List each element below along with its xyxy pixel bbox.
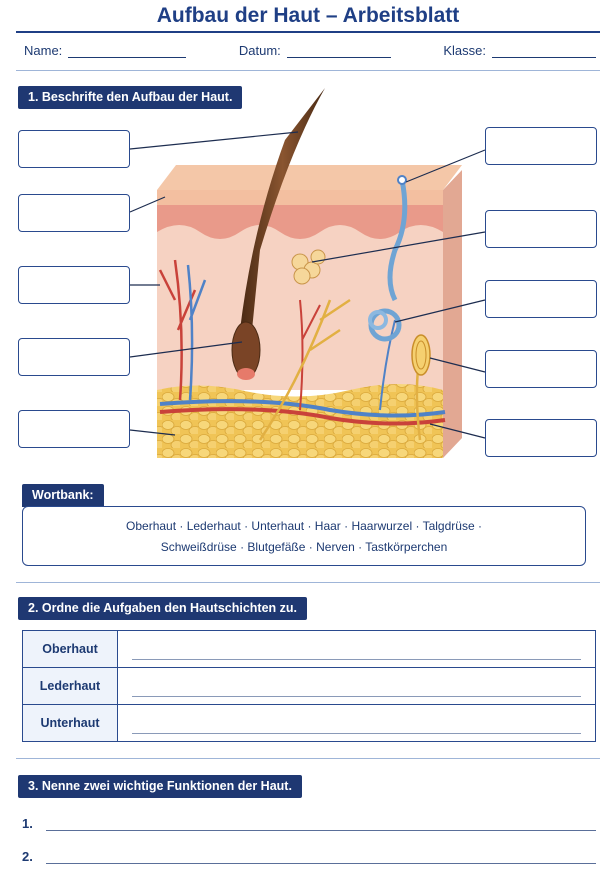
write-line[interactable] [132,675,581,697]
section2-divider [16,758,600,759]
answer-cell[interactable] [118,668,596,705]
label-box-9[interactable] [485,350,597,388]
wordbank-heading: Wortbank: [22,484,104,507]
write-line[interactable] [132,638,581,660]
table-row [23,705,596,742]
label-box-2[interactable] [18,194,130,232]
section2-heading: 2. Ordne die Aufgaben den Hautschichten zu. [18,597,307,620]
label-box-8[interactable] [485,280,597,318]
layer-cell-oberhaut: Oberhaut [23,631,118,668]
wordbank-box [22,506,586,566]
date-label: Datum: [238,43,281,58]
answer-number: 2. [22,849,33,864]
tasks-table [22,630,596,742]
label-box-3[interactable] [18,266,130,304]
answer-row-2[interactable] [22,849,596,864]
answer-cell[interactable] [118,705,596,742]
answer-number: 1. [22,816,33,831]
section1-divider [16,582,600,583]
label-box-6[interactable] [485,127,597,165]
section3-heading: 3. Nenne zwei wichtige Funktionen der Haut. [18,775,302,798]
subcutis-layer [157,384,443,458]
table-row [23,668,596,705]
answer-row-1[interactable] [22,816,596,831]
answer-cell[interactable] [118,631,596,668]
answer-line[interactable] [46,817,596,831]
label-box-4[interactable] [18,338,130,376]
table-row [23,631,596,668]
label-box-10[interactable] [485,419,597,457]
layer-cell-lederhaut: Lederhaut [23,668,118,705]
block-side [443,170,462,458]
name-label: Name: [24,43,63,58]
section1-heading: 1. Beschrifte den Aufbau der Haut. [18,86,242,109]
wordbank-row-2: Schweißdrüse · Blutgefäße · Nerven · Tastkörperchen [160,540,448,554]
wordbank-row-1: Oberhaut · Lederhaut · Unterhaut · Haar · Haarwurzel · Talgdrüse · [126,519,482,533]
answer-line[interactable] [46,850,596,864]
label-box-7[interactable] [485,210,597,248]
write-line[interactable] [132,712,581,734]
layer-cell-unterhaut: Unterhaut [23,705,118,742]
class-label: Klasse: [443,43,486,58]
label-box-5[interactable] [18,410,130,448]
label-box-1[interactable] [18,130,130,168]
page-title: Aufbau der Haut – Arbeitsblatt [156,4,460,27]
